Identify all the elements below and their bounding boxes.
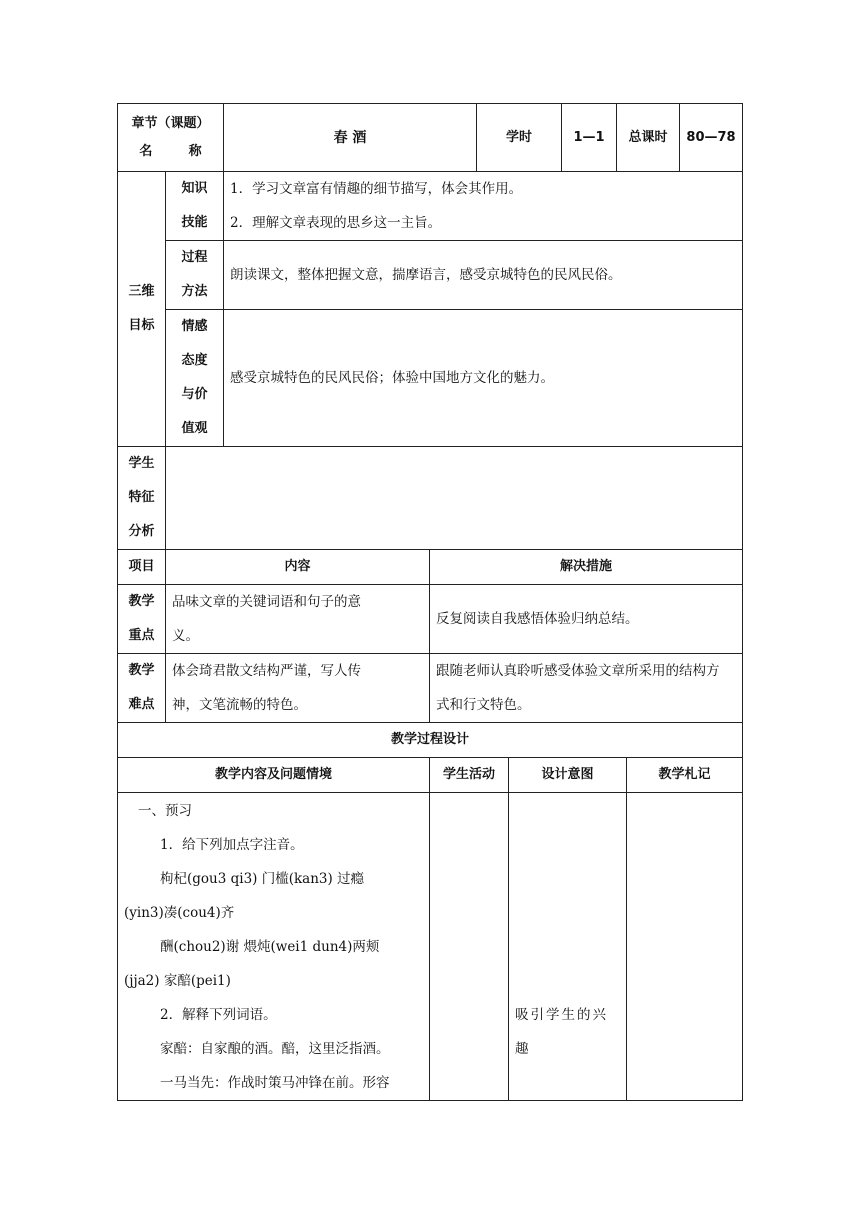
difficult-point-label: 教学 难点 [118,654,166,723]
total-hours-value: 80—78 [680,104,743,172]
design-line: 酬(chou2)谢 煨炖(wei1 dun4)两颊 [160,939,380,955]
intent-cell: 吸引学生的兴 趣 [509,793,627,1101]
item-col-header: 项目 [118,550,166,585]
hours-value: 1—1 [562,104,617,172]
key-point-row [118,585,743,654]
process-label: 过程 方法 [166,241,224,310]
total-hours-label: 总课时 [617,104,680,172]
design-line: 1．给下列加点字注音。 [160,837,304,853]
goal-process-row [118,241,743,310]
student-label: 学生 特征 分析 [118,447,166,550]
key-point-measure: 反复阅读自我感悟体验归纳总结。 [430,585,743,654]
difficult-point-measure: 跟随老师认真聆听感受体验文章所采用的结构方 式和行文特色。 [430,654,743,723]
design-line: 一马当先：作战时策马冲锋在前。形容 [160,1075,390,1091]
knowledge-label: 知识 技能 [166,172,224,241]
process-design-body-row [118,793,743,1101]
key-point-content: 品味文章的关键词语和句子的意 义。 [166,585,430,654]
lesson-title: 春 酒 [224,104,477,172]
key-point-label: 教学 重点 [118,585,166,654]
process-design-title-row [118,723,743,758]
notes-col-header: 教学札记 [627,758,743,793]
activity-col-header: 学生活动 [430,758,509,793]
content-col-header: 内容 [166,550,430,585]
difficult-point-row [118,654,743,723]
design-content-cell [118,793,430,1101]
goal-emotion-row [118,310,743,447]
emotion-label: 情感 态度 与价 值观 [166,310,224,447]
design-line: 一、预习 [138,803,192,819]
hours-label: 学时 [477,104,562,172]
header-row [118,104,743,172]
goals-label: 三维 目标 [118,172,166,447]
design-content-col-header: 教学内容及问题情境 [118,758,430,793]
emotion-text: 感受京城特色的民风民俗；体验中国地方文化的魅力。 [224,310,743,447]
intent-col-header: 设计意图 [509,758,627,793]
measure-col-header: 解决措施 [430,550,743,585]
lesson-plan-table [117,103,743,1101]
design-line: (yin3)凑(cou4)齐 [124,905,235,921]
student-text [166,447,743,550]
chapter-label: 章节（课题） 名 称 [118,104,224,172]
knowledge-text: 1．学习文章富有情趣的细节描写，体会其作用。 2．理解文章表现的思乡这一主旨。 [224,172,743,241]
student-row [118,447,743,550]
goal-knowledge-row [118,172,743,241]
process-design-title: 教学过程设计 [118,723,743,758]
design-line: 家醅：自家酿的酒。醅，这里泛指酒。 [160,1041,390,1057]
design-line: (jja2) 家醅(pei1) [124,973,231,989]
process-design-header-row [118,758,743,793]
items-header-row [118,550,743,585]
process-text: 朗读课文，整体把握文意，揣摩语言，感受京城特色的民风民俗。 [224,241,743,310]
notes-cell [627,793,743,1101]
activity-cell [430,793,509,1101]
design-line: 枸杞(gou3 qi3) 门槛(kan3) 过瘾 [160,871,365,887]
difficult-point-content: 体会琦君散文结构严谨，写人传 神，文笔流畅的特色。 [166,654,430,723]
design-line: 2．解释下列词语。 [160,1007,277,1023]
